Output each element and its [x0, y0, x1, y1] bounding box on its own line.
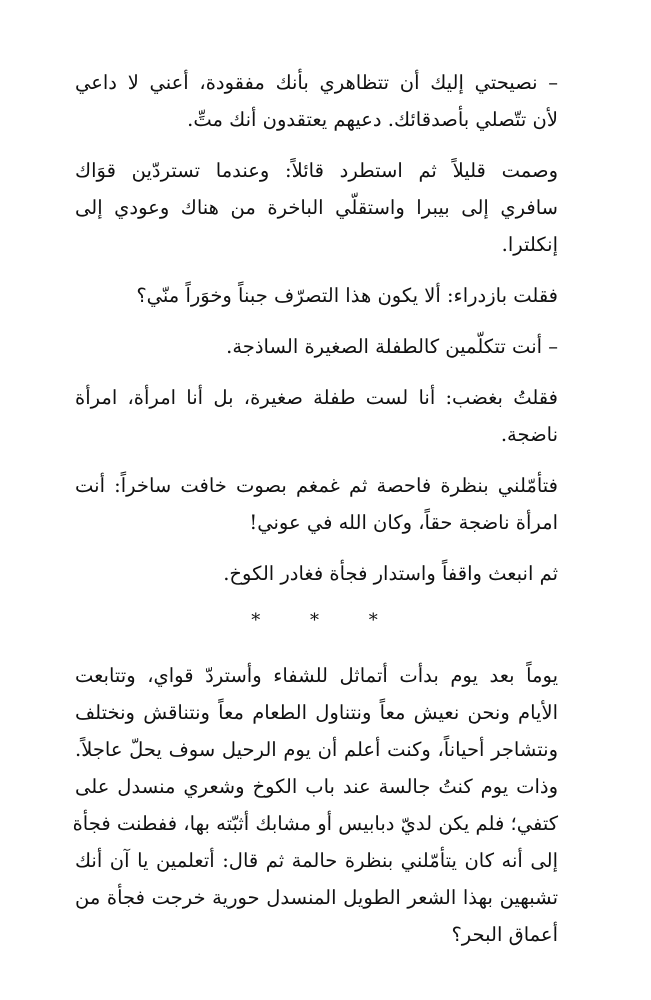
- paragraph-anger: [75, 379, 576, 453]
- section-separator: * * *: [251, 610, 400, 631]
- text-line: – نصيحتي إليك أن تتظاهري بأنك مفقودة، أعني لا داعي: [75, 71, 558, 94]
- text-line: ناضجة.: [500, 423, 558, 446]
- text-line: امرأة ناضجة حقاً، وكان الله في عوني!: [249, 511, 558, 534]
- text-line: فتأمّلني بنظرة فاحصة ثم غمغم بصوت خافت ساخراً: أنت: [75, 474, 558, 497]
- text-line: وصمت قليلاً ثم استطرد قائلاً: وعندما تستردّين قوَاك: [75, 159, 558, 182]
- text-line: إلى أنه كان يتأمّلني بنظرة حالمة ثم قال: أتعلمين يا آن أنك: [75, 849, 558, 872]
- paragraph-advice: [75, 64, 576, 138]
- text-line: إنكلترا.: [501, 233, 558, 256]
- paragraph-recovery: [72, 657, 576, 953]
- text-line: – أنت تتكلّمين كالطفلة الصغيرة الساذجة.: [226, 335, 558, 358]
- text-line: ثم انبعث واقفاً واستدار فجأة فغادر الكوخ.: [223, 562, 558, 585]
- text-line: ونتشاجر أحياناً، وكنت أعلم أن يوم الرحيل سوف يحلّ عاجلاً.: [75, 738, 558, 761]
- paragraph-left-hut: [75, 555, 576, 592]
- paragraph-contempt: [75, 277, 576, 314]
- text-line: سافري إلى بيبرا واستقلّي الباخرة من هناك وعودي إلى: [75, 196, 558, 219]
- text-line: فقلت بازدراء: ألا يكون هذا التصرّف جبناً وخوَراً منّي؟: [136, 284, 558, 307]
- text-line: تشبهين بهذا الشعر الطويل المنسدل حورية خرجت فجأة من: [75, 886, 558, 909]
- text-line: لأن تتّصلي بأصدقائك. دعيهم يعتقدون أنك متِّ.: [187, 108, 558, 131]
- book-page: [72, 64, 576, 967]
- text-line: أعماق البحر؟: [451, 923, 558, 946]
- text-line: وذات يوم كنتُ جالسة عند باب الكوخ وشعري منسدل على: [75, 775, 558, 798]
- text-line: فقلتُ بغضب: أنا لست طفلة صغيرة، بل أنا امرأة، امرأة: [75, 386, 558, 409]
- paragraph-naive: [75, 328, 576, 365]
- text-line: يوماً بعد يوم بدأت أتماثل للشفاء وأستردّ قواي، وتتابعت: [75, 664, 558, 687]
- paragraph-silence: [75, 152, 576, 263]
- text-line: الأيام ونحن نعيش معاً ونتناول الطعام معاً ونتناقش ونختلف: [75, 701, 558, 724]
- paragraph-mature: [75, 467, 576, 541]
- text-line: كتفي؛ فلم يكن لديّ دبابيس أو مشابك أثبّته بها، ففطنت فجأة: [72, 812, 558, 835]
